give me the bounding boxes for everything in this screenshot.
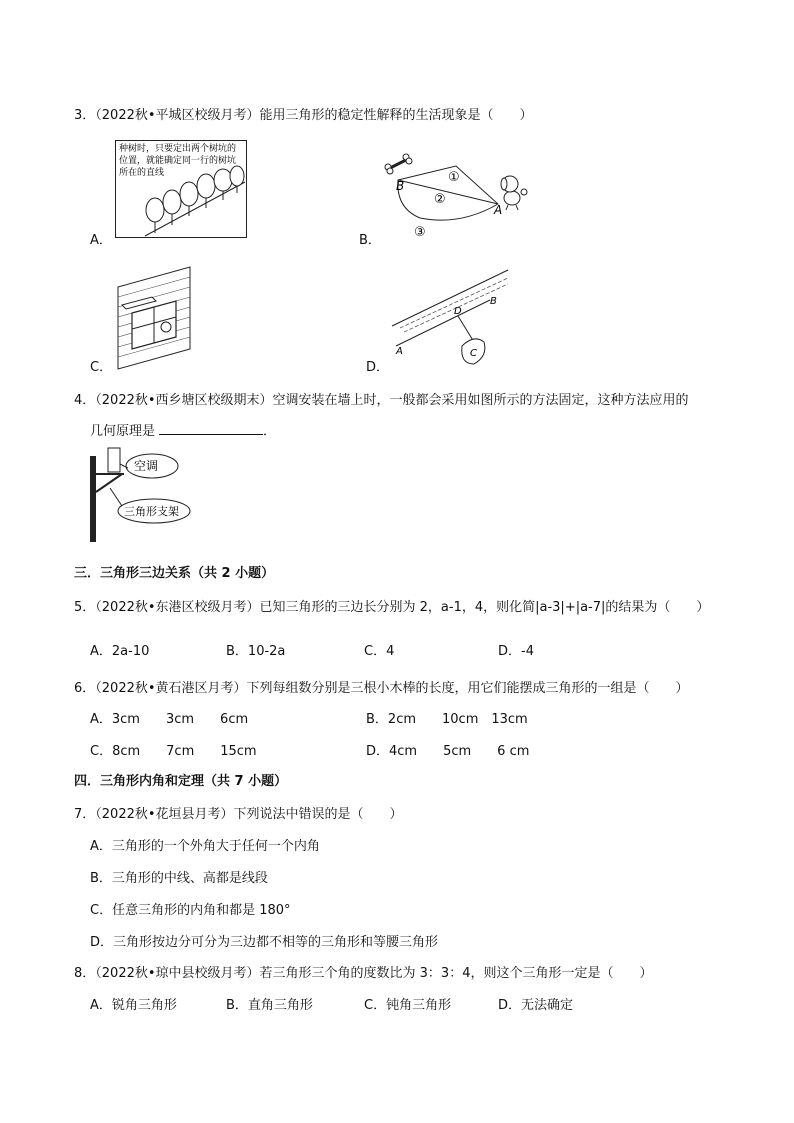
q3-figure-d-line bbox=[390, 268, 516, 370]
q7-option-d: D．三角形按边分可分为三边都不相等的三角形和等腰三角形 bbox=[90, 935, 439, 950]
section-3-heading: 三．三角形三边关系（共 2 小题） bbox=[74, 566, 275, 581]
fig-a-text-1: 种树时，只要定出两个树坑的 bbox=[119, 144, 237, 154]
fig-b-region-1: ① bbox=[448, 170, 460, 185]
fig-d-label-b: B bbox=[490, 296, 497, 307]
section-4-heading: 四．三角形内角和定理（共 7 小题） bbox=[74, 774, 288, 789]
q4-stem-end: ． bbox=[263, 424, 277, 439]
q5-option-d: D．-4 bbox=[498, 644, 534, 659]
q5-option-b: B．10-2a bbox=[226, 644, 286, 659]
q3-option-d-label: D． bbox=[366, 360, 390, 375]
dog-icon bbox=[501, 176, 527, 210]
q6-option-b: B．2cm 10cm 13cm bbox=[366, 712, 528, 727]
q7-option-b: B．三角形的中线、高都是线段 bbox=[90, 871, 268, 886]
q8-option-b: B．直角三角形 bbox=[226, 998, 313, 1013]
q3-figure-a-trees bbox=[115, 140, 247, 238]
q7-stem: 7．（2022秋•花垣县月考）下列说法中错误的是（ ） bbox=[74, 807, 403, 822]
q5-option-a: A．2a-10 bbox=[90, 644, 150, 659]
q6-stem: 6．（2022秋•黄石港区月考）下列每组数分别是三根小木棒的长度，用它们能摆成三角形的一组是（ ） bbox=[74, 681, 689, 696]
fig-b-region-2: ② bbox=[434, 192, 446, 207]
fig-d-label-a: A bbox=[396, 346, 403, 357]
q5-stem: 5．（2022秋•东港区校级月考）已知三角形的三边长分别为 2，a-1，4，则化简|a-3|+|a-7|的结果为（ ） bbox=[74, 600, 710, 615]
q5-option-c: C．4 bbox=[364, 644, 395, 659]
q3-stem: 3．（2022秋•平城区校级月考）能用三角形的稳定性解释的生活现象是（ ） bbox=[74, 108, 533, 123]
fig-d-label-d: D bbox=[454, 306, 462, 317]
fig-d-label-c: C bbox=[470, 348, 477, 359]
fig-a-text-3: 所在的直线 bbox=[119, 168, 165, 178]
fig-a-text-2: 位置，就能确定同一行的树坑 bbox=[119, 156, 237, 166]
q3-figure-c-window bbox=[112, 265, 196, 371]
q4-stem-text: 几何原理是 bbox=[90, 424, 156, 439]
q6-option-d: D．4cm 5cm 6 cm bbox=[366, 744, 530, 759]
bone-icon bbox=[385, 154, 412, 174]
q8-stem: 8．（2022秋•琼中县校级月考）若三角形三个角的度数比为 3：3：4，则这个三角形一定是（ ） bbox=[74, 966, 653, 981]
q4-label-air-conditioner: 空调 bbox=[134, 459, 159, 473]
q7-option-a: A．三角形的一个外角大于任何一个内角 bbox=[90, 839, 320, 854]
q4-answer-blank bbox=[159, 420, 263, 435]
q3-figure-b-regions bbox=[380, 148, 540, 244]
q4-label-bracket: 三角形支架 bbox=[124, 505, 179, 518]
fig-b-label-b: B bbox=[396, 179, 405, 193]
q4-stem-line1: 4．（2022秋•西乡塘区校级期末）空调安装在墙上时，一般都会采用如图所示的方法固定，这种方法应用的 bbox=[74, 393, 689, 408]
q3-option-a-label: A． bbox=[90, 233, 112, 248]
q3-option-c-label: C． bbox=[90, 360, 113, 375]
q8-option-c: C．钝角三角形 bbox=[364, 998, 452, 1013]
q8-option-d: D．无法确定 bbox=[498, 998, 574, 1013]
q7-option-c: C．任意三角形的内角和都是 180° bbox=[90, 903, 291, 918]
q4-stem-line2 bbox=[90, 420, 276, 439]
q3-option-b-label: B． bbox=[359, 233, 381, 248]
q6-option-c: C．8cm 7cm 15cm bbox=[90, 744, 257, 759]
fig-b-region-3: ③ bbox=[414, 225, 426, 240]
q6-option-a: A．3cm 3cm 6cm bbox=[90, 712, 249, 727]
q4-figure-air-conditioner bbox=[88, 446, 198, 544]
q8-option-a: A．锐角三角形 bbox=[90, 998, 177, 1013]
fig-b-label-a: A bbox=[494, 203, 503, 217]
